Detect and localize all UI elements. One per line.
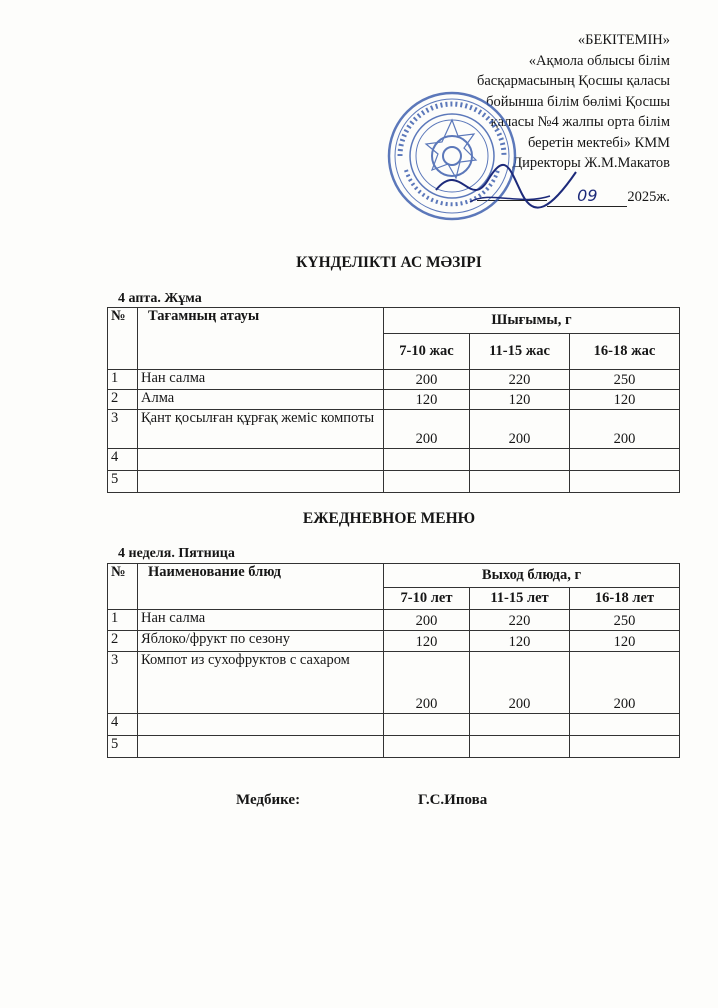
row-no: 2 — [108, 390, 138, 410]
row-name — [138, 449, 384, 471]
table-row — [108, 631, 680, 652]
row-no: 3 — [108, 652, 138, 714]
col-no-header: № — [108, 308, 138, 370]
row-no: 3 — [108, 410, 138, 449]
table-header-row — [108, 308, 680, 334]
kz-menu-subtitle: 4 апта. Жұма — [118, 291, 202, 306]
row-value: 120 — [384, 631, 470, 652]
row-name: Компот из сухофруктов с сахаром — [138, 652, 384, 714]
age-header: 11-15 лет — [470, 588, 570, 610]
ru-menu-title: ЕЖЕДНЕВНОЕ МЕНЮ — [302, 510, 476, 527]
row-value — [384, 449, 470, 471]
row-value: 200 — [384, 652, 470, 714]
age-header: 16-18 лет — [570, 588, 680, 610]
row-no: 5 — [108, 736, 138, 758]
date-day: 09 — [547, 186, 627, 208]
row-value: 120 — [570, 631, 680, 652]
approval-line: «БЕКІТЕМІН» — [577, 32, 670, 48]
table-row — [108, 652, 680, 714]
row-value: 250 — [570, 370, 680, 390]
table-row — [108, 714, 680, 736]
row-value — [570, 471, 680, 493]
age-header: 7-10 лет — [384, 588, 470, 610]
approval-line: қаласы №4 жалпы орта білім — [490, 114, 670, 130]
col-name-header: Наименование блюд — [138, 564, 384, 610]
col-no-header: № — [108, 564, 138, 610]
approval-line: «Ақмола облысы білім — [528, 52, 670, 69]
row-value: 200 — [570, 652, 680, 714]
row-value: 200 — [384, 610, 470, 631]
table-row — [108, 736, 680, 758]
row-value: 120 — [570, 390, 680, 410]
row-no: 1 — [108, 370, 138, 390]
row-name: Нан салма — [138, 610, 384, 631]
row-value — [384, 736, 470, 758]
table-row — [108, 610, 680, 631]
row-value — [570, 449, 680, 471]
row-value: 200 — [384, 410, 470, 449]
row-no: 4 — [108, 449, 138, 471]
row-name: Алма — [138, 390, 384, 410]
table-row — [108, 370, 680, 390]
nurse-name: Г.С.Ипова — [418, 792, 488, 808]
row-value — [470, 471, 570, 493]
table-row — [108, 410, 680, 449]
row-no: 4 — [108, 714, 138, 736]
row-name — [138, 714, 384, 736]
row-value: 220 — [470, 370, 570, 390]
row-value: 200 — [470, 410, 570, 449]
table-row — [108, 471, 680, 493]
row-value: 120 — [384, 390, 470, 410]
signature-scribble-icon — [430, 150, 580, 220]
table-header-row — [108, 564, 680, 588]
row-no: 5 — [108, 471, 138, 493]
approval-line: басқармасының Қосшы қаласы — [476, 73, 670, 89]
kz-menu-table — [107, 307, 680, 493]
row-value: 250 — [570, 610, 680, 631]
row-name — [138, 471, 384, 493]
row-name: Яблоко/фрукт по сезону — [138, 631, 384, 652]
age-header: 7-10 жас — [384, 334, 470, 370]
row-name: Қант қосылған құрғақ жеміс компоты — [138, 410, 384, 449]
director-line: Директоры Ж.М.Макатов — [512, 155, 670, 171]
row-value — [384, 714, 470, 736]
nurse-role: Медбике: — [236, 792, 301, 808]
row-value: 220 — [470, 610, 570, 631]
row-no: 1 — [108, 610, 138, 631]
row-value: 200 — [470, 652, 570, 714]
row-value — [384, 471, 470, 493]
age-header: 16-18 жас — [570, 334, 680, 370]
row-value: 200 — [384, 370, 470, 390]
row-value — [470, 714, 570, 736]
ru-menu-subtitle: 4 неделя. Пятница — [118, 546, 235, 561]
row-value: 120 — [470, 631, 570, 652]
row-value — [470, 736, 570, 758]
approval-line: беретін мектебі» КММ — [527, 134, 670, 151]
row-name: Нан салма — [138, 370, 384, 390]
ru-menu-table — [107, 563, 680, 758]
table-row — [108, 390, 680, 410]
approval-line: бойынша білім бөлімі Қосшы — [486, 93, 670, 110]
row-value — [570, 714, 680, 736]
date-year: 2025ж. — [627, 188, 670, 205]
table-row — [108, 449, 680, 471]
col-name-header: Тағамның атауы — [138, 308, 384, 370]
row-value: 120 — [470, 390, 570, 410]
row-value — [570, 736, 680, 758]
col-output-header: Выход блюда, г — [384, 564, 680, 588]
age-header: 11-15 жас — [470, 334, 570, 370]
col-output-header: Шығымы, г — [384, 308, 680, 334]
row-value — [470, 449, 570, 471]
row-no: 2 — [108, 631, 138, 652]
row-name — [138, 736, 384, 758]
kz-menu-title: КҮНДЕЛІКТІ АС МӘЗІРІ — [296, 254, 482, 271]
row-value: 200 — [570, 410, 680, 449]
